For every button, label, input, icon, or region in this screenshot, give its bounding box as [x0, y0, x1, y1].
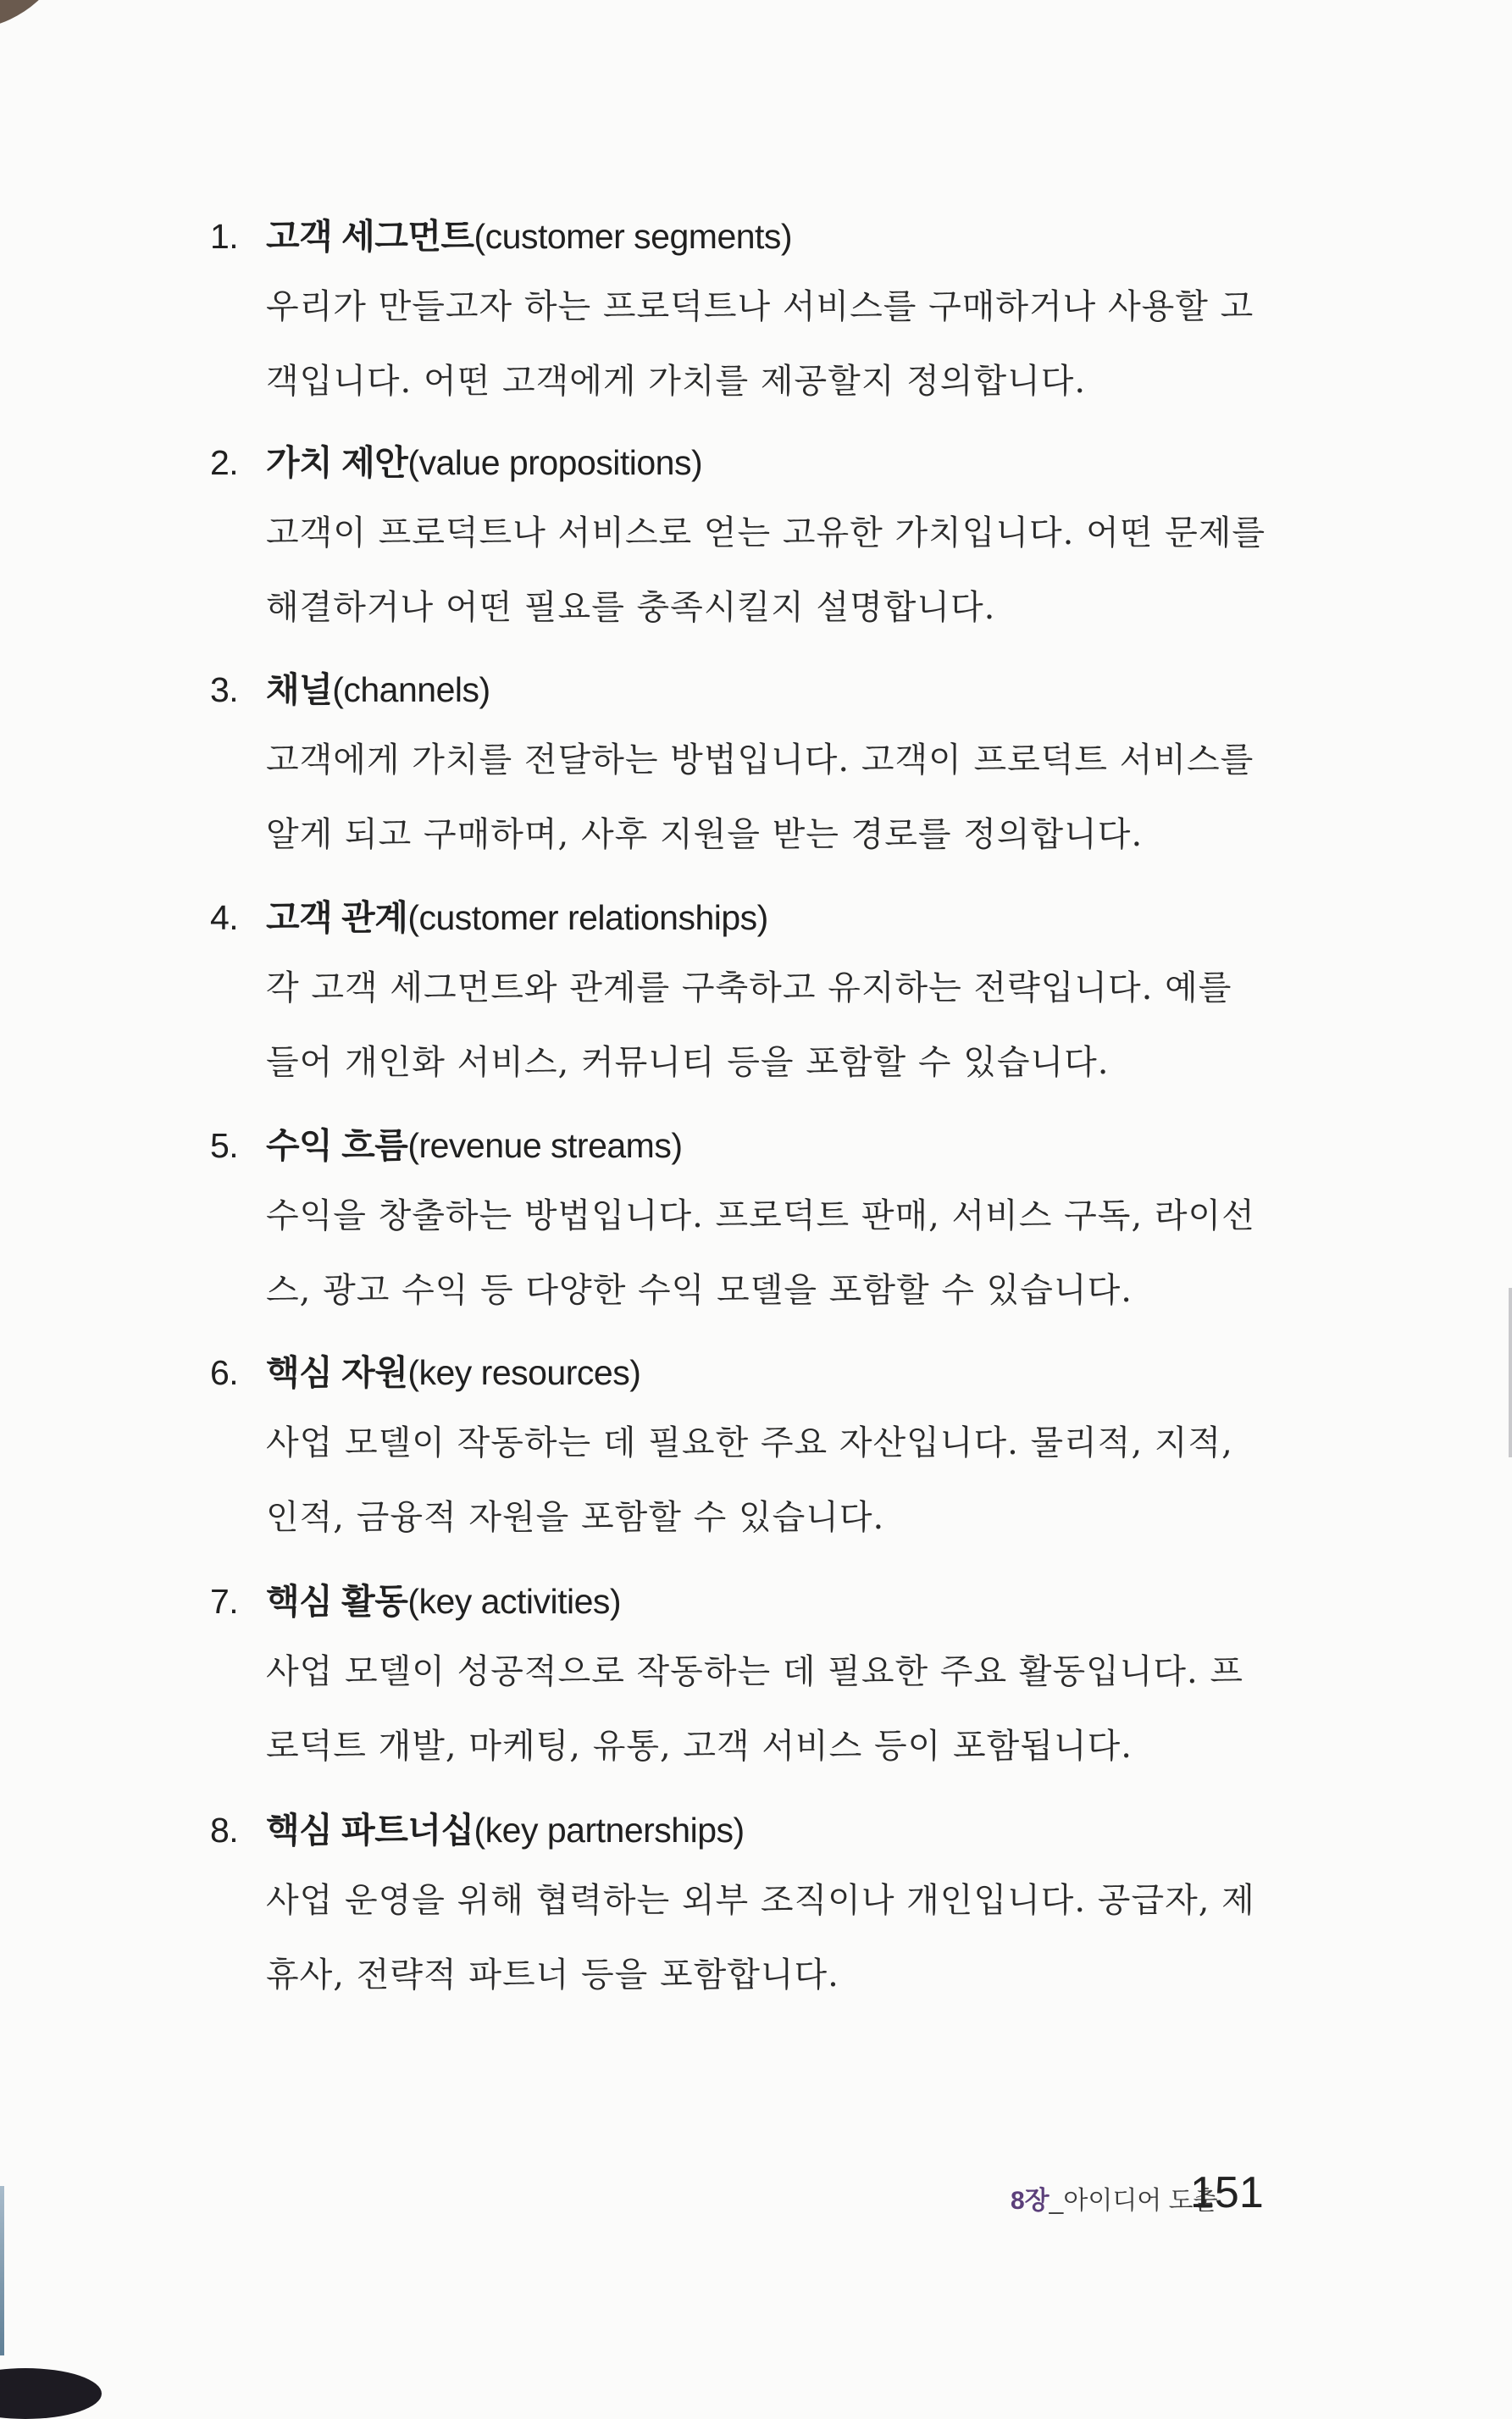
item-heading — [210, 208, 792, 258]
item-heading — [210, 662, 490, 712]
item-body-line: 우리가 만들고자 하는 프로덕트나 서비스를 구매하거나 사용할 고 — [266, 287, 1254, 326]
section-title: 아이디어 도출 — [1063, 2187, 1218, 2215]
item-heading — [210, 1802, 745, 1852]
item-number: 3. — [210, 670, 239, 709]
page-corner-shadow — [0, 2368, 102, 2419]
item-heading — [210, 1345, 640, 1395]
chapter-label: 8장 — [1011, 2187, 1050, 2215]
item-heading — [210, 890, 768, 940]
page-edge — [0, 2186, 4, 2355]
item-body-line: 고객이 프로덕트나 서비스로 얻는 고유한 가치입니다. 어떤 문제를 — [266, 513, 1266, 552]
item-number: 7. — [210, 1582, 239, 1621]
item-title-en: (value propositions) — [407, 443, 703, 482]
page-edge — [1509, 1288, 1512, 1457]
item-title-ko: 가치 제안 — [266, 443, 408, 482]
item-title-en: (key partnerships) — [474, 1811, 745, 1850]
item-body-line: 사업 운영을 위해 협력하는 외부 조직이나 개인입니다. 공급자, 제 — [266, 1881, 1255, 1920]
item-body-line: 각 고객 세그먼트와 관계를 구축하고 유지하는 전략입니다. 예를 — [266, 968, 1232, 1007]
item-number: 5. — [210, 1126, 239, 1165]
item-body-line: 해결하거나 어떤 필요를 충족시킬지 설명합니다. — [266, 588, 996, 627]
page-number: 151 — [1190, 2168, 1264, 2217]
item-title-ko: 핵심 활동 — [266, 1582, 408, 1621]
item-body-line: 객입니다. 어떤 고객에게 가치를 제공할지 정의합니다. — [266, 362, 1087, 401]
item-title-en: (customer segments) — [474, 217, 793, 256]
item-title-ko: 수익 흐름 — [266, 1126, 408, 1165]
item-body-line: 인적, 금융적 자원을 포함할 수 있습니다. — [266, 1498, 885, 1537]
item-number: 8. — [210, 1811, 239, 1850]
item-heading — [210, 435, 702, 485]
item-body-line: 알게 되고 구매하며, 사후 지원을 받는 경로를 정의합니다. — [266, 815, 1144, 854]
item-body-line: 사업 모델이 작동하는 데 필요한 주요 자산입니다. 물리적, 지적, — [266, 1423, 1233, 1462]
item-title-en: (channels) — [332, 670, 490, 709]
item-number: 2. — [210, 443, 239, 482]
item-title-en: (revenue streams) — [407, 1126, 683, 1165]
item-body-line: 로덕트 개발, 마케팅, 유통, 고객 서비스 등이 포함됩니다. — [266, 1727, 1133, 1766]
footer-separator: _ — [1049, 2187, 1064, 2215]
item-heading — [210, 1573, 621, 1623]
item-title-en: (key resources) — [407, 1353, 641, 1392]
item-title-ko: 핵심 자원 — [266, 1353, 408, 1392]
item-body-line: 휴사, 전략적 파트너 등을 포함합니다. — [266, 1956, 839, 1995]
item-number: 4. — [210, 898, 239, 937]
item-body-line: 스, 광고 수익 등 다양한 수익 모델을 포함할 수 있습니다. — [266, 1271, 1133, 1310]
item-body-line: 들어 개인화 서비스, 커뮤니티 등을 포함할 수 있습니다. — [266, 1043, 1110, 1082]
item-number: 1. — [210, 217, 239, 256]
item-heading — [210, 1118, 683, 1168]
item-body-line: 고객에게 가치를 전달하는 방법입니다. 고객이 프로덕트 서비스를 — [266, 741, 1254, 780]
item-body-line: 수익을 창출하는 방법입니다. 프로덕트 판매, 서비스 구독, 라이선 — [266, 1196, 1255, 1235]
item-title-ko: 핵심 파트너십 — [266, 1811, 474, 1850]
item-body-line: 사업 모델이 성공적으로 작동하는 데 필요한 주요 활동입니다. 프 — [266, 1652, 1244, 1691]
item-number: 6. — [210, 1353, 239, 1392]
item-title-en: (key activities) — [407, 1582, 622, 1621]
page-corner-shadow — [0, 0, 86, 55]
item-title-en: (customer relationships) — [407, 898, 768, 937]
running-footer — [1011, 2179, 1218, 2216]
item-title-ko: 고객 관계 — [266, 898, 408, 937]
item-title-ko: 고객 세그먼트 — [266, 217, 474, 256]
item-title-ko: 채널 — [266, 670, 333, 709]
